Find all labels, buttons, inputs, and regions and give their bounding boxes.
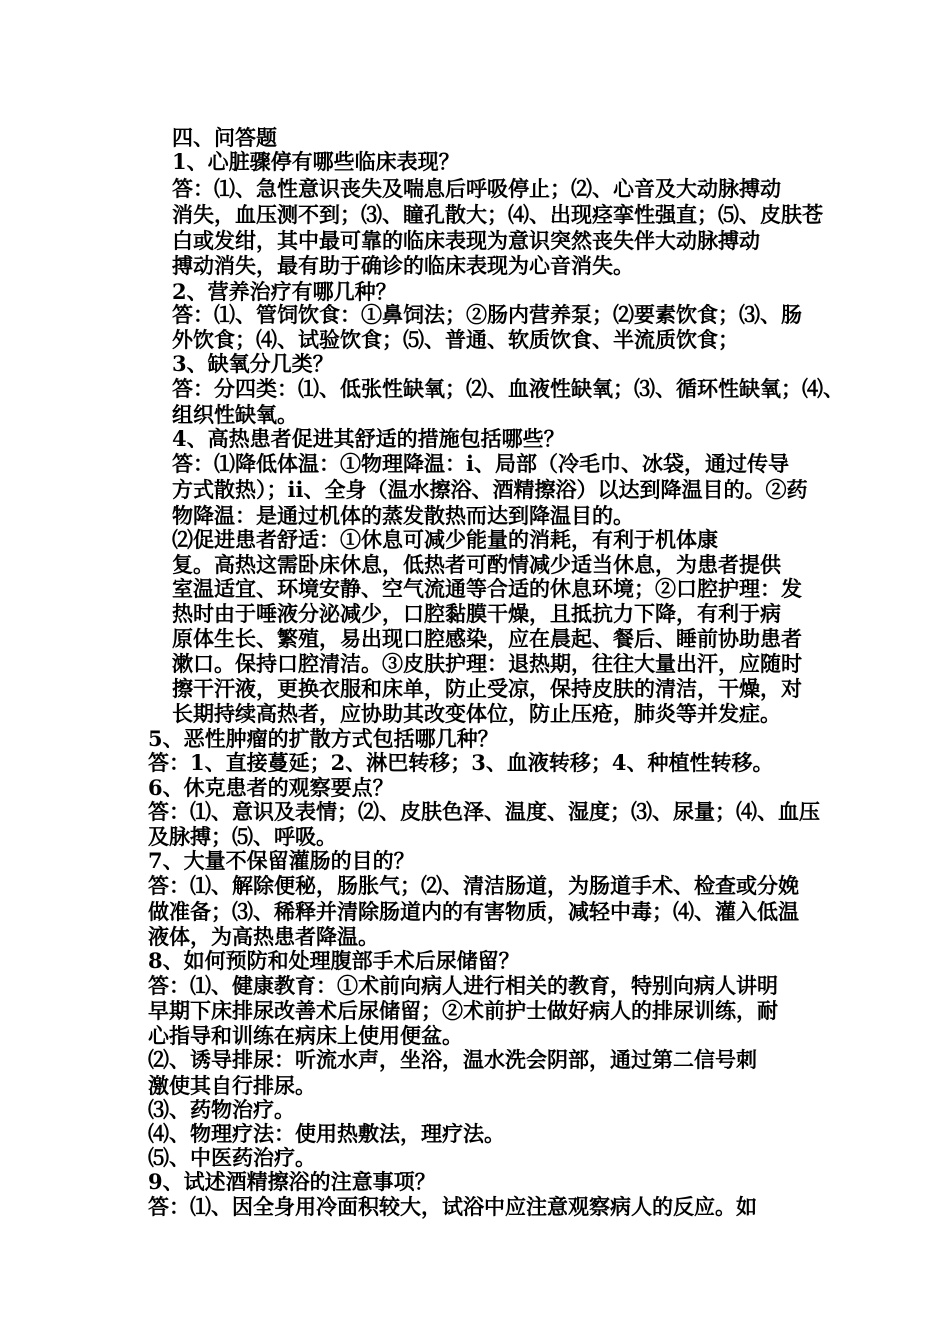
text-line: 室温适宜、环境安静、空气流通等合适的休息环境；②口腔护理：发	[172, 576, 802, 601]
section-title: 四、问答题	[172, 125, 277, 150]
text-line: 漱口。保持口腔清洁。③皮肤护理：退热期，往往大量出汗，应随时	[172, 651, 802, 676]
text-line: 消失，血压测不到；⑶、瞳孔散大；⑷、出现痉挛性强直；⑸、皮肤苍	[172, 202, 823, 227]
text-line: 物降温：是通过机体的蒸发散热而达到降温目的。	[172, 503, 634, 528]
text-line: 长期持续高热者，应协助其改变体位，防止压疮，肺炎等并发症。	[172, 701, 781, 726]
question-5: 5、恶性肿瘤的扩散方式包括哪几种？	[148, 726, 499, 751]
text-line: 激使其自行排尿。	[148, 1073, 316, 1098]
text-line: 心指导和训练在病床上使用便盆。	[148, 1023, 463, 1048]
text-line: 答：⑴、健康教育：①术前向病人进行相关的教育，特别向病人讲明	[148, 973, 778, 998]
text-line: ⑷、物理疗法：使用热敷法，理疗法。	[148, 1121, 505, 1146]
text-line: 热时由于唾液分泌减少，口腔黏膜干燥，且抵抗力下降，有利于病	[172, 601, 781, 626]
question-7: 7、大量不保留灌肠的目的？	[148, 848, 415, 873]
text-line: 方式散热）；ⅱ、全身（温水擦浴、酒精擦浴）以达到降温目的。②药	[172, 477, 808, 502]
text-line: 答：⑴、解除便秘，肠胀气；⑵、清洁肠道，为肠道手术、检查或分娩	[148, 873, 799, 898]
text-line: 答：分四类：⑴、低张性缺氧；⑵、血液性缺氧；⑶、循环性缺氧；⑷、	[172, 376, 844, 401]
question-8: 8、如何预防和处理腹部手术后尿储留？	[148, 948, 520, 973]
text-line: 组织性缺氧。	[172, 402, 298, 427]
text-line: 及脉搏；⑸、呼吸。	[148, 824, 337, 849]
question-1: 1、心脏骤停有哪些临床表现？	[172, 149, 460, 174]
text-line: 答：⑴降低体温：①物理降温：ⅰ、局部（冷毛巾、冰袋，通过传导	[172, 451, 789, 476]
question-6: 6、休克患者的观察要点？	[148, 775, 394, 800]
text-line: ⑵、诱导排尿：听流水声，坐浴，温水洗会阴部，通过第二信号刺	[148, 1047, 757, 1072]
text-line: 答：⑴、意识及表情；⑵、皮肤色泽、温度、湿度；⑶、尿量；⑷、血压	[148, 799, 820, 824]
text-line: 擦干汗液，更换衣服和床单，防止受凉，保持皮肤的清洁，干燥，对	[172, 676, 802, 701]
text-line: 答：⑴、急性意识丧失及喘息后呼吸停止；⑵、心音及大动脉搏动	[172, 176, 781, 201]
text-line: ⑵促进患者舒适：①休息可减少能量的消耗，有利于机体康	[172, 527, 718, 552]
text-line: 白或发绀，其中最可靠的临床表现为意识突然丧失伴大动脉搏动	[172, 228, 760, 253]
text-line: 早期下床排尿改善术后尿储留；②术前护士做好病人的排尿训练，耐	[148, 998, 778, 1023]
text-line: 外饮食；⑷、试验饮食；⑸、普通、软质饮食、半流质饮食；	[172, 327, 739, 352]
text-line: ⑸、中医药治疗。	[148, 1145, 316, 1170]
question-3: 3、缺氧分几类？	[172, 351, 334, 376]
text-line: 搏动消失，最有助于确诊的临床表现为心音消失。	[172, 253, 634, 278]
question-4: 4、高热患者促进其舒适的措施包括哪些？	[172, 426, 565, 451]
question-9: 9、试述酒精擦浴的注意事项？	[148, 1169, 436, 1194]
question-2: 2、营养治疗有哪几种？	[172, 279, 397, 304]
text-line: 答：1、直接蔓延；2、淋巴转移；3、血液转移；4、种植性转移。	[148, 750, 774, 775]
text-line: 原体生长、繁殖，易出现口腔感染，应在晨起、餐后、睡前协助患者	[172, 626, 802, 651]
text-line: 复。高热这需卧床休息，低热者可酌情减少适当休息，为患者提供	[172, 552, 781, 577]
text-line: 答：⑴、管饲饮食：①鼻饲法；②肠内营养泵；⑵要素饮食；⑶、肠	[172, 302, 802, 327]
text-line: 答：⑴、因全身用冷面积较大，试浴中应注意观察病人的反应。如	[148, 1194, 757, 1219]
text-line: ⑶、药物治疗。	[148, 1097, 295, 1122]
text-line: 液体，为高热患者降温。	[148, 924, 379, 949]
text-line: 做准备；⑶、稀释并清除肠道内的有害物质，减轻中毒；⑷、灌入低温	[148, 899, 799, 924]
